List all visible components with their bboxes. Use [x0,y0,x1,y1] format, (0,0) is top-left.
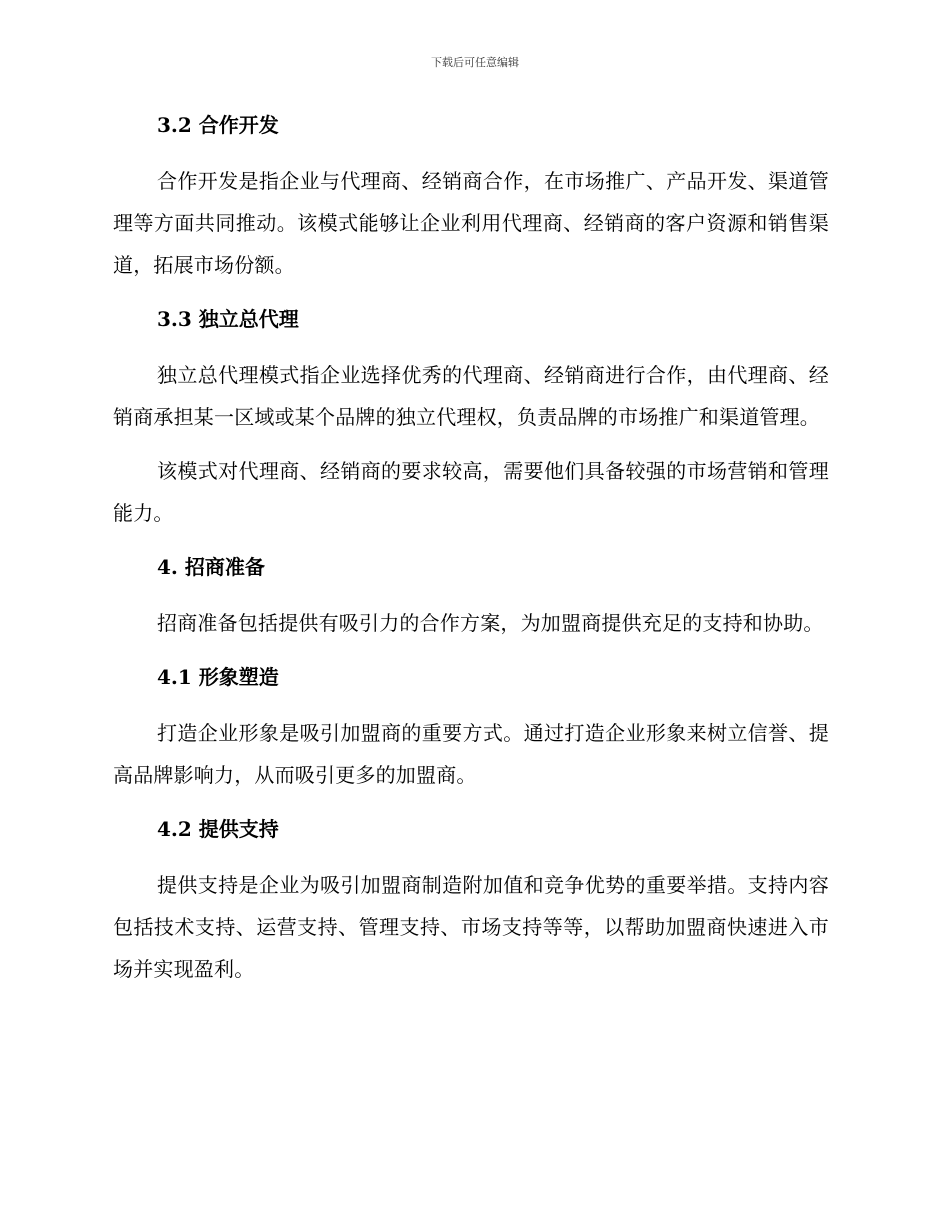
section-paragraph: 提供支持是企业为吸引加盟商制造附加值和竞争优势的重要举措。支持内容包括技术支持、运营支持、管理支持、市场支持等等，以帮助加盟商快速进入市场并实现盈利。 [113,873,829,981]
section-heading-3-3: 3.3 独立总代理 [157,307,299,331]
section-heading-4-1: 4.1 形象塑造 [157,665,279,689]
section-paragraph: 招商准备包括提供有吸引力的合作方案，为加盟商提供充足的支持和协助。 [157,611,824,635]
document-body [113,104,829,1002]
section-paragraph: 独立总代理模式指企业选择优秀的代理商、经销商进行合作，由代理商、经销商承担某一区域或某个品牌的独立代理权，负责品牌的市场推广和渠道管理。 [113,363,829,429]
section-heading-4: 4. 招商准备 [157,555,265,579]
section-paragraph: 打造企业形象是吸引加盟商的重要方式。通过打造企业形象来树立信誉、提高品牌影响力，从而吸引更多的加盟商。 [113,721,829,787]
section-paragraph: 该模式对代理商、经销商的要求较高，需要他们具备较强的市场营销和管理能力。 [113,459,829,525]
section-heading-3-2: 3.2 合作开发 [157,113,279,137]
page-header: 下载后可任意编辑 [431,56,519,69]
section-heading-4-2: 4.2 提供支持 [157,817,279,841]
section-paragraph: 合作开发是指企业与代理商、经销商合作，在市场推广、产品开发、渠道管理等方面共同推动。该模式能够让企业利用代理商、经销商的客户资源和销售渠道，拓展市场份额。 [113,169,829,277]
